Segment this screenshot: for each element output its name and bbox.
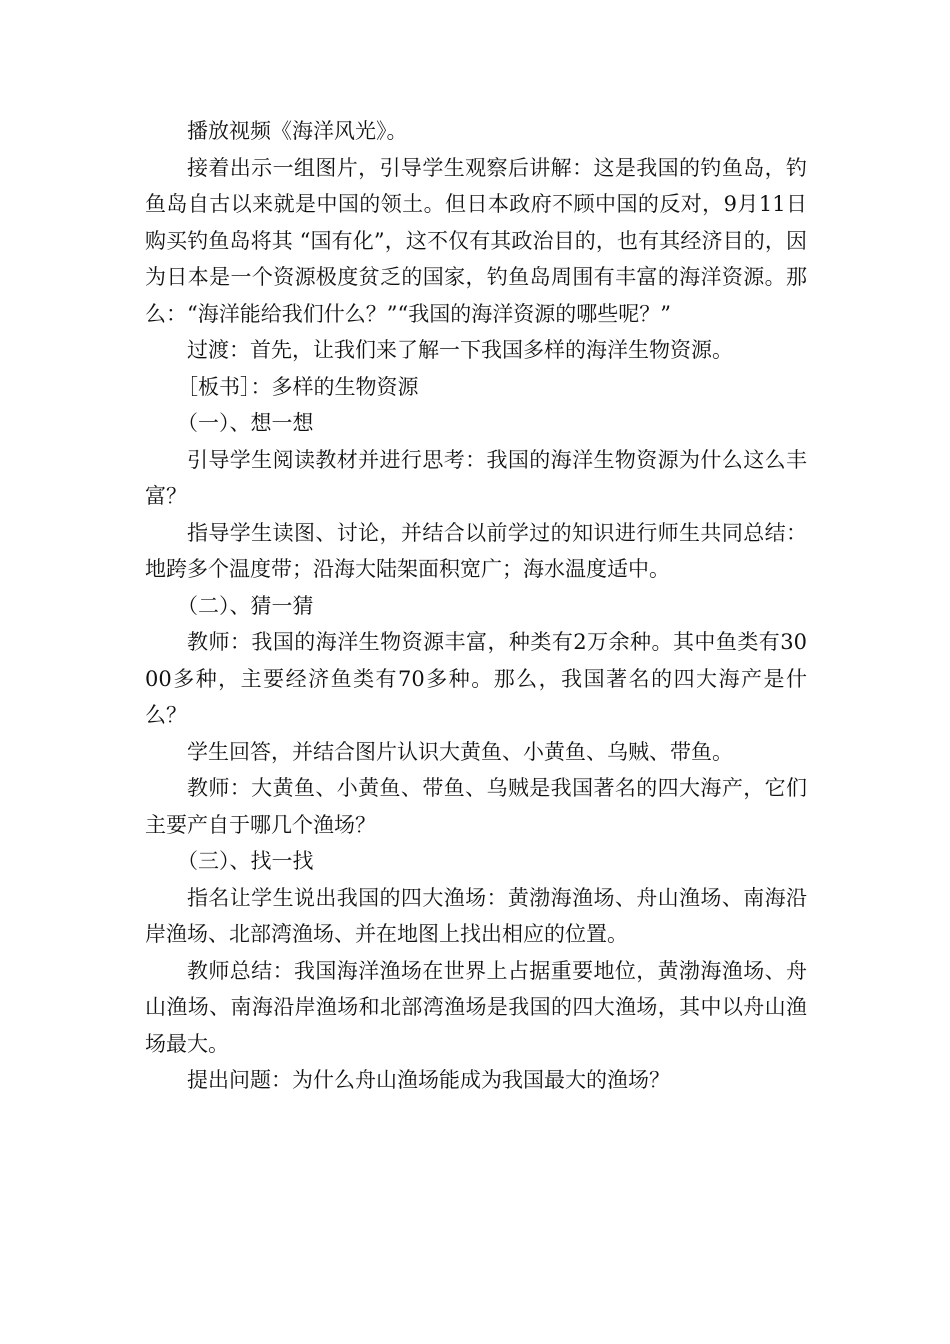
paragraph-fishing-grounds: 指名让学生说出我国的四大渔场：黄渤海渔场、舟山渔场、南海沿岸渔场、北部湾渔场、并在地图上找出相应的位置。 bbox=[145, 885, 807, 946]
paragraph-guide-reading: 引导学生阅读教材并进行思考：我国的海洋生物资源为什么这么丰富？ bbox=[145, 447, 807, 508]
section-heading-find: （三）、找一找 bbox=[177, 849, 314, 873]
paragraph-blackboard: ［板书］：多样的生物资源 bbox=[177, 374, 419, 399]
paragraph-diaoyu-island: 接着出示一组图片，引导学生观察后讲解：这是我国的钓鱼岛，钓鱼岛自古以来就是中国的领土。但日本政府不顾中国的反对，9月11日购买钓鱼岛将其 “国有化”，这不仅有其政治目的，也有其经济目的，因为日本是一个资源极度贫乏的国家，钓鱼岛周围有丰富的海洋资源。那么：“海洋能给我们什么？”“我国的海洋资源的哪些呢？” bbox=[145, 155, 807, 326]
paragraph-video: 播放视频《海洋风光》。 bbox=[187, 119, 408, 143]
document-body bbox=[145, 113, 807, 1099]
paragraph-teacher-seafood: 教师：大黄鱼、小黄鱼、带鱼、乌贼是我国著名的四大海产，它们主要产自于哪几个渔场？ bbox=[145, 776, 807, 837]
paragraph-teacher-summary: 教师总结：我国海洋渔场在世界上占据重要地位，黄渤海渔场、舟山渔场、南海沿岸渔场和北部湾渔场是我国的四大渔场，其中以舟山渔场最大。 bbox=[145, 958, 807, 1056]
paragraph-teacher-species: 教师：我国的海洋生物资源丰富，种类有2万余种。其中鱼类有3000多种，主要经济鱼类有70多种。那么，我国著名的四大海产是什么？ bbox=[145, 630, 807, 727]
section-heading-think: （一）、想一想 bbox=[177, 411, 314, 435]
paragraph-student-answer: 学生回答，并结合图片认识大黄鱼、小黄鱼、乌贼、带鱼。 bbox=[187, 739, 733, 764]
section-heading-guess: （二）、猜一猜 bbox=[177, 593, 314, 618]
paragraph-transition: 过渡：首先，让我们来了解一下我国多样的海洋生物资源。 bbox=[187, 338, 733, 362]
paragraph-summary-reasons: 指导学生读图、讨论，并结合以前学过的知识进行师生共同总结：地跨多个温度带；沿海大陆架面积宽广；海水温度适中。 bbox=[145, 520, 807, 581]
paragraph-question: 提出问题：为什么舟山渔场能成为我国最大的渔场？ bbox=[187, 1068, 670, 1092]
